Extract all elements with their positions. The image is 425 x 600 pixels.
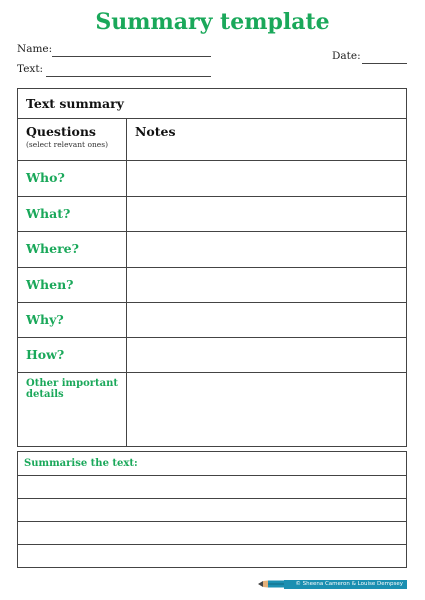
question-how: How? bbox=[26, 347, 65, 362]
notes-cell-who[interactable] bbox=[127, 161, 406, 196]
footer-credit: © Sheena Cameron & Louise Dempsey bbox=[284, 580, 407, 589]
name-label: Name: bbox=[17, 43, 53, 55]
question-where: Where? bbox=[26, 241, 79, 256]
notes-cell-how[interactable] bbox=[127, 338, 406, 372]
summary-box bbox=[17, 451, 407, 568]
notes-cell-other[interactable] bbox=[127, 373, 406, 446]
page-title: Summary template bbox=[95, 9, 330, 35]
question-who: Who? bbox=[26, 170, 65, 185]
notes-heading: Notes bbox=[135, 124, 176, 139]
text-line[interactable] bbox=[46, 76, 211, 77]
summary-table bbox=[17, 88, 407, 447]
date-line[interactable] bbox=[362, 63, 407, 64]
notes-cell-when[interactable] bbox=[127, 268, 406, 302]
name-line[interactable] bbox=[52, 56, 211, 57]
questions-subheading: (select relevant ones) bbox=[26, 140, 109, 149]
summary-line[interactable] bbox=[18, 498, 406, 499]
question-what: What? bbox=[26, 206, 71, 221]
questions-heading: Questions bbox=[26, 124, 96, 139]
notes-cell-what[interactable] bbox=[127, 197, 406, 231]
table-header: Text summary bbox=[26, 96, 124, 111]
notes-cell-why[interactable] bbox=[127, 303, 406, 337]
question-other-details: Other important details bbox=[26, 378, 119, 400]
summary-label: Summarise the text: bbox=[24, 458, 138, 469]
header-divider bbox=[18, 118, 406, 119]
question-why: Why? bbox=[26, 312, 64, 327]
summary-line[interactable] bbox=[18, 544, 406, 545]
summary-line[interactable] bbox=[18, 475, 406, 476]
text-label: Text: bbox=[17, 63, 44, 75]
notes-cell-where[interactable] bbox=[127, 232, 406, 267]
date-label: Date: bbox=[332, 50, 361, 62]
question-when: When? bbox=[26, 277, 74, 292]
summary-line[interactable] bbox=[18, 521, 406, 522]
